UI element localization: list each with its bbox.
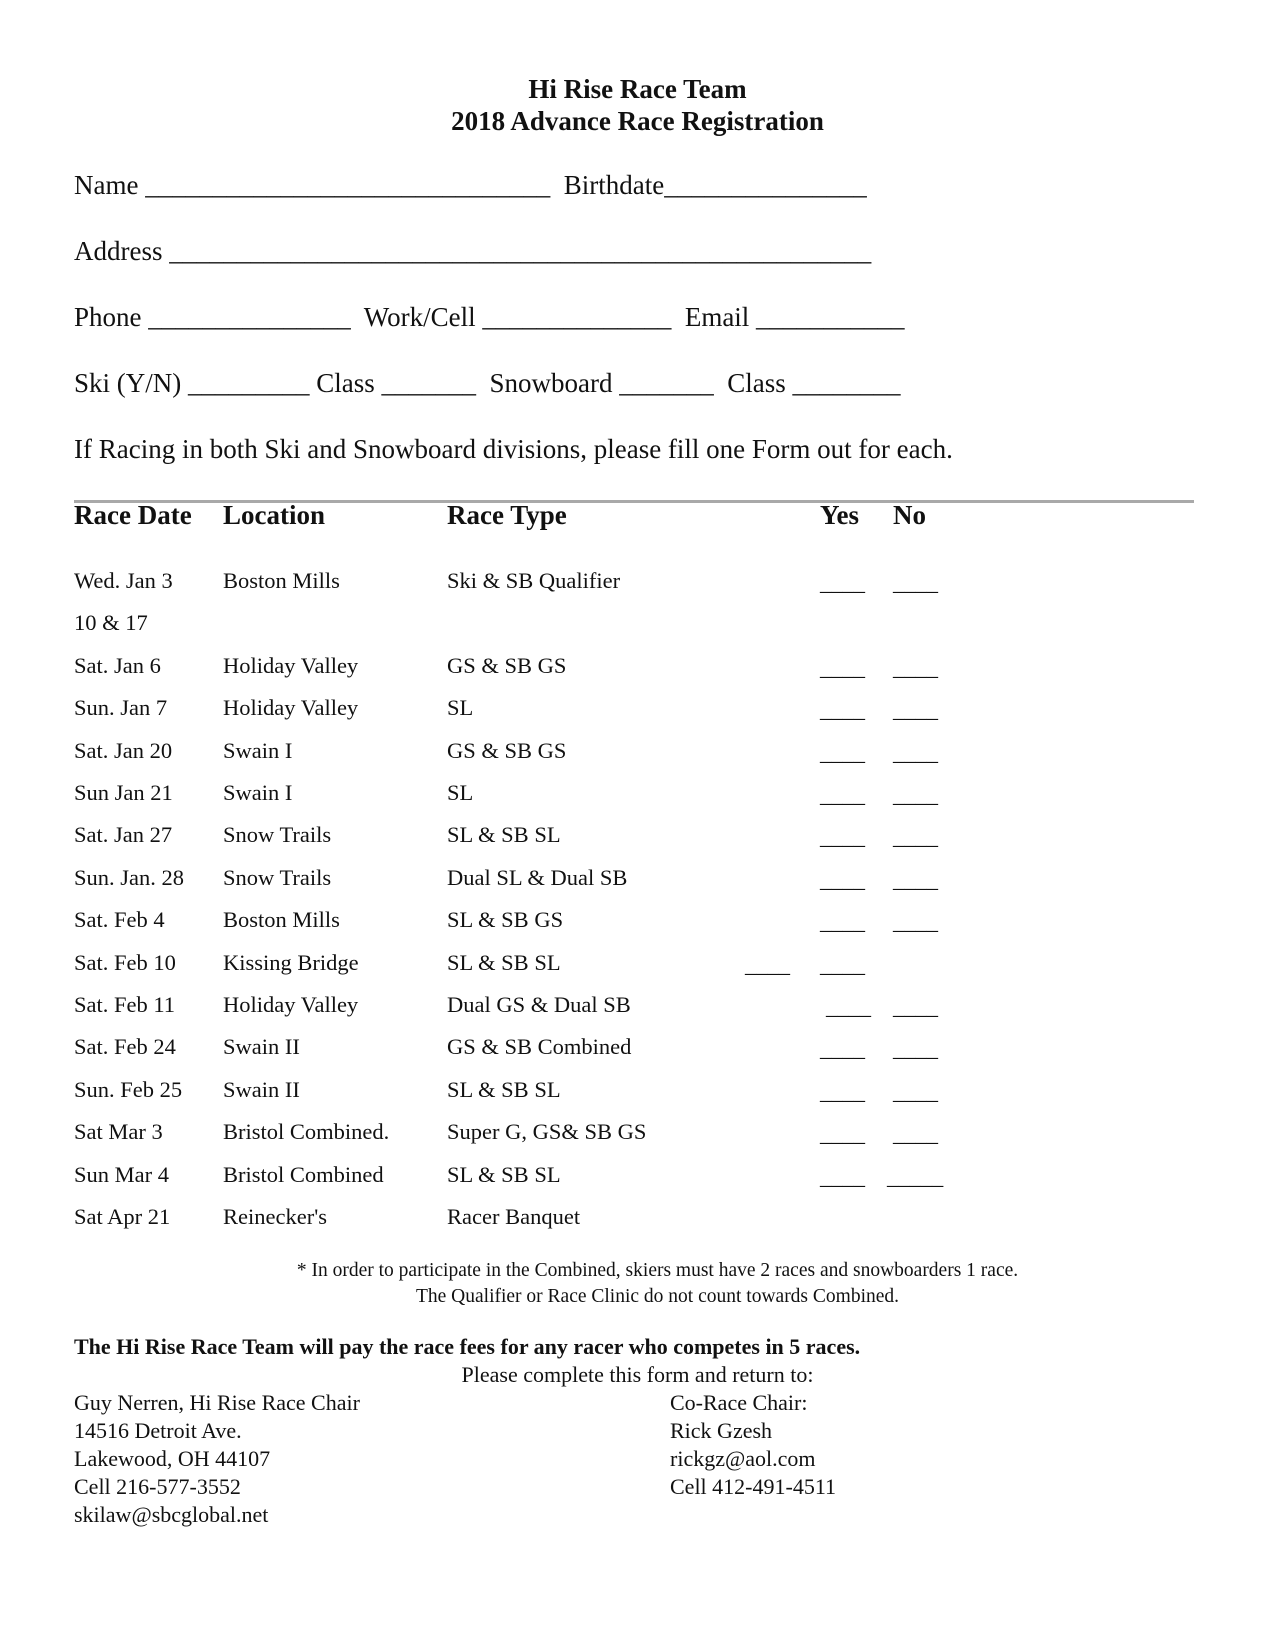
no-blank[interactable]: ____: [893, 655, 938, 680]
cochair-label: Co-Race Chair:: [670, 1390, 808, 1415]
no-blank[interactable]: ____: [893, 824, 938, 849]
race-type-cell: Ski & SB Qualifier: [447, 568, 621, 593]
yes-blank[interactable]: ____: [745, 952, 790, 977]
location-cell: Swain II: [223, 1077, 300, 1102]
race-type-cell: GS & SB GS: [447, 738, 567, 763]
location-cell: Swain I: [223, 780, 293, 805]
race-type-cell: Racer Banquet: [447, 1204, 581, 1229]
header-race-date: Race Date: [74, 500, 192, 530]
chair-email[interactable]: skilaw@sbcglobal.net: [74, 1502, 269, 1527]
location-cell: Bristol Combined.: [223, 1119, 390, 1144]
yes-blank[interactable]: ____: [820, 909, 865, 934]
race-date-cell: Sat. Jan 27: [74, 822, 173, 847]
no-blank[interactable]: ____: [893, 1036, 938, 1061]
yes-blank[interactable]: ____: [820, 697, 865, 722]
form-subtitle: 2018 Advance Race Registration: [451, 106, 824, 136]
race-date-cell: Sun Mar 4: [74, 1162, 169, 1187]
location-cell: Reinecker's: [223, 1204, 328, 1229]
yes-blank[interactable]: ____: [820, 1121, 865, 1146]
race-date-cell: Sun. Jan 7: [74, 695, 168, 720]
race-date-cell: Sat. Feb 24: [74, 1034, 176, 1059]
race-type-cell: SL & SB SL: [447, 1077, 561, 1102]
chair-city: Lakewood, OH 44107: [74, 1446, 271, 1471]
no-blank[interactable]: ____: [893, 909, 938, 934]
race-type-cell: SL & SB SL: [447, 1162, 561, 1187]
location-cell: Holiday Valley: [223, 695, 359, 720]
no-blank[interactable]: ____: [893, 782, 938, 807]
no-blank[interactable]: ____: [893, 867, 938, 892]
race-date-cell: Wed. Jan 3: [74, 568, 173, 593]
race-date-cell: 10 & 17: [74, 610, 148, 635]
location-cell: Bristol Combined: [223, 1162, 384, 1187]
race-type-cell: GS & SB Combined: [447, 1034, 632, 1059]
race-type-cell: GS & SB GS: [447, 653, 567, 678]
phone-workcell-email-field[interactable]: Phone _______________ Work/Cell ______________ Email ___________: [74, 302, 905, 332]
instruction-text: If Racing in both Ski and Snowboard divisions, please fill one Form out for each.: [74, 434, 953, 464]
race-type-cell: Dual SL & Dual SB: [447, 865, 628, 890]
no-blank[interactable]: ____: [893, 1121, 938, 1146]
header-no: No: [893, 500, 926, 530]
race-date-cell: Sun Jan 21: [74, 780, 173, 805]
return-instruction: Please complete this form and return to:: [461, 1362, 814, 1387]
race-date-cell: Sat Mar 3: [74, 1119, 163, 1144]
location-cell: Kissing Bridge: [223, 950, 359, 975]
address-field[interactable]: Address ____________________________________________________: [74, 236, 872, 266]
yes-blank[interactable]: ____: [820, 570, 865, 595]
location-cell: Boston Mills: [223, 568, 340, 593]
ski-snowboard-class-field[interactable]: Ski (Y/N) _________ Class _______ Snowboard _______ Class ________: [74, 368, 901, 398]
location-cell: Holiday Valley: [223, 992, 359, 1017]
race-date-cell: Sun. Feb 25: [74, 1077, 183, 1102]
race-type-cell: SL & SB SL: [447, 822, 561, 847]
combined-note: * In order to participate in the Combined, skiers must have 2 races and snowboarders 1 race.: [296, 1260, 1019, 1281]
cochair-email[interactable]: rickgz@aol.com: [670, 1446, 816, 1471]
form-title: Hi Rise Race Team: [528, 74, 747, 104]
yes-blank[interactable]: ____: [820, 655, 865, 680]
yes-blank[interactable]: ____: [820, 740, 865, 765]
no-blank[interactable]: ____: [893, 740, 938, 765]
location-cell: Swain I: [223, 738, 293, 763]
race-date-cell: Sat. Feb 10: [74, 950, 176, 975]
race-type-cell: Dual GS & Dual SB: [447, 992, 631, 1017]
yes-blank[interactable]: ____: [820, 782, 865, 807]
name-birthdate-field[interactable]: Name ______________________________ Birthdate_______________: [74, 170, 867, 200]
yes-blank[interactable]: ____: [826, 994, 871, 1019]
race-type-cell: SL & SB GS: [447, 907, 564, 932]
yes-blank[interactable]: ____: [820, 867, 865, 892]
race-date-cell: Sat. Jan 6: [74, 653, 161, 678]
yes-blank[interactable]: ____: [820, 824, 865, 849]
race-date-cell: Sat Apr 21: [74, 1204, 171, 1229]
cochair-name: Rick Gzesh: [670, 1418, 773, 1443]
race-type-cell: SL: [447, 780, 474, 805]
race-date-cell: Sat. Feb 11: [74, 992, 176, 1017]
chair-name: Guy Nerren, Hi Rise Race Chair: [74, 1390, 360, 1415]
no-blank[interactable]: _____: [887, 1164, 944, 1189]
location-cell: Boston Mills: [223, 907, 340, 932]
no-blank[interactable]: ____: [820, 952, 865, 977]
qualifier-note: The Qualifier or Race Clinic do not count towards Combined.: [415, 1286, 900, 1307]
no-blank[interactable]: ____: [893, 697, 938, 722]
race-type-cell: SL: [447, 695, 474, 720]
location-cell: Swain II: [223, 1034, 300, 1059]
race-date-cell: Sat. Feb 4: [74, 907, 165, 932]
yes-blank[interactable]: ____: [820, 1164, 865, 1189]
race-date-cell: Sun. Jan. 28: [74, 865, 185, 890]
race-date-cell: Sat. Jan 20: [74, 738, 173, 763]
cochair-phone: Cell 412-491-4511: [670, 1474, 836, 1499]
header-race-type: Race Type: [447, 500, 567, 530]
location-cell: Snow Trails: [223, 865, 332, 890]
no-blank[interactable]: ____: [893, 994, 938, 1019]
yes-blank[interactable]: ____: [820, 1036, 865, 1061]
race-type-cell: SL & SB SL: [447, 950, 561, 975]
header-location: Location: [223, 500, 326, 530]
chair-street: 14516 Detroit Ave.: [74, 1418, 242, 1443]
race-type-cell: Super G, GS& SB GS: [447, 1119, 647, 1144]
fees-statement: The Hi Rise Race Team will pay the race fees for any racer who competes in 5 races.: [74, 1334, 861, 1359]
no-blank[interactable]: ____: [893, 1079, 938, 1104]
yes-blank[interactable]: ____: [820, 1079, 865, 1104]
chair-phone: Cell 216-577-3552: [74, 1474, 241, 1499]
location-cell: Snow Trails: [223, 822, 332, 847]
location-cell: Holiday Valley: [223, 653, 359, 678]
header-yes: Yes: [820, 500, 859, 530]
no-blank[interactable]: ____: [893, 570, 938, 595]
